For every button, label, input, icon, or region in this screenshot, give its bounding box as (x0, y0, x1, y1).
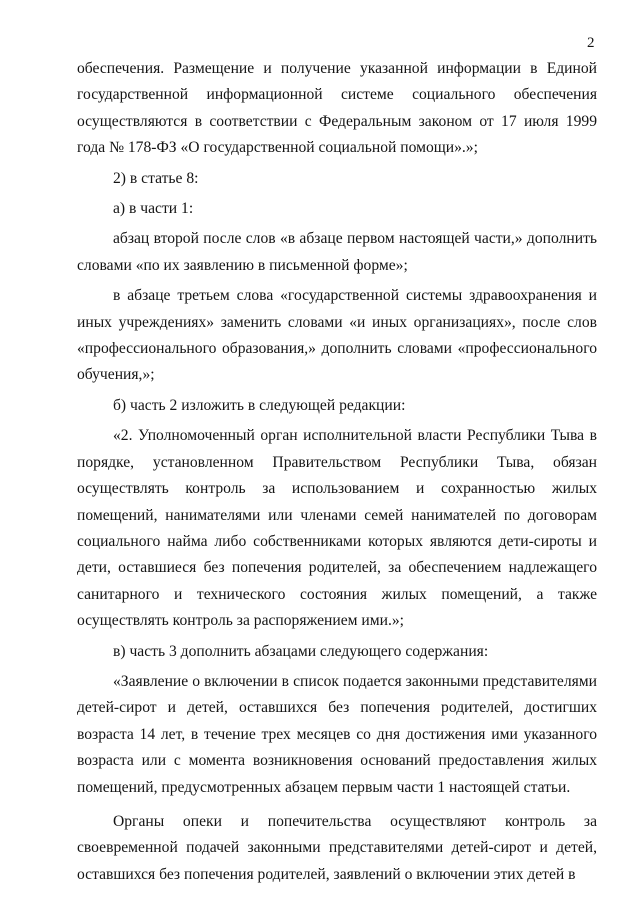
paragraph-abzac-tretiy: в абзаце третьем слова «государственной системы здравоохранения и иных учреждениях» заменить словами «и иных организациях», после слов «профессионального образования,» дополнить словами «профессионального обучения,»; (77, 287, 597, 384)
paragraph-item-a: а) в части 1: (113, 200, 194, 218)
paragraph-zayavlenie: «Заявление о включении в список подается законными представителями детей-сирот и детей, оставшихся без попечения родителей, достигших возраста 14 лет, в течение трех месяцев со дня достижения ими указанного возраста или с момента возникновения оснований предоставления жилых помещений, предусмотренных абзацем первым части 1 настоящей статьи. (77, 672, 597, 796)
paragraph-abzac-vtoroy: абзац второй после слов «в абзаце первом настоящей части,» дополнить словами «по их заявлению в письменной форме»; (77, 230, 597, 274)
document-body (77, 56, 597, 888)
paragraph-organy-opeki: Органы опеки и попечительства осуществляют контроль за своевременной подачей законными представителями детей-сирот и детей, оставшихся без попечения родителей, заявлений о включении этих детей в (77, 812, 597, 883)
paragraph-item-v: в) часть 3 дополнить абзацами следующего содержания: (113, 642, 489, 660)
paragraph-continuation: обеспечения. Размещение и получение указанной информации в Единой государственной информационной системе социального обеспечения осуществляются в соответствии с Федеральным законом от 17 июля 1999 года № 178-ФЗ «О государственной социальной помощи».»; (77, 60, 597, 157)
page-number: 2 (587, 35, 595, 51)
paragraph-item-b: б) часть 2 изложить в следующей редакции: (113, 396, 406, 414)
paragraph-part-2-text: «2. Уполномоченный орган исполнительной власти Республики Тыва в порядке, установленном Правительством Республики Тыва, обязан осуществлять контроль за использованием и сохранностью жилых помещений, нанимателями или членами семей нанимателей по договорам социального найма либо собственниками которых являются дети-сироты и дети, оставшиеся без попечения родителей, за обеспечением надлежащего санитарного и технического состояния жилых помещений, а также осуществлять контроль за распоряжением ими.»; (77, 427, 597, 630)
paragraph-item-2: 2) в статье 8: (113, 169, 199, 187)
